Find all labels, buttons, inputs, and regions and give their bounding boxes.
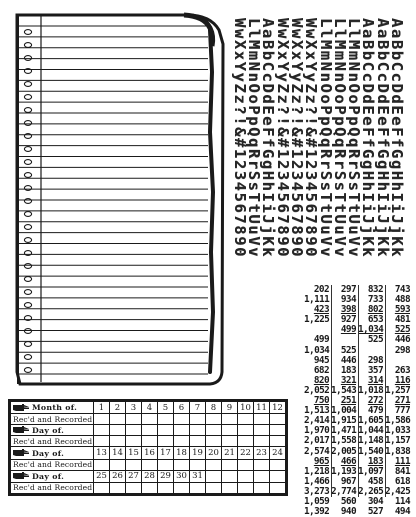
grid-label-text: Day of. xyxy=(32,471,65,481)
ledger-cell: 271 xyxy=(394,395,410,407)
ledger-column-rule xyxy=(358,285,359,497)
alphabet-row: LlMmNnOoPpQqRrSsTtUuVv xyxy=(316,18,335,259)
ledger-cell: 423 xyxy=(313,304,329,316)
alphabet-row: WwXxYyZz?!&#1234567890 xyxy=(287,18,306,259)
recorded-label: Rec'd and Recorded. xyxy=(11,482,94,493)
punch-hole xyxy=(24,43,31,48)
grid-label-cell xyxy=(11,425,94,436)
grid-number-cell: 27 xyxy=(126,470,142,482)
grid-label-cell xyxy=(11,447,94,459)
alphabet-block xyxy=(232,12,408,274)
grid-empty-cell xyxy=(110,414,126,425)
ledger-cell: 1,044 xyxy=(358,425,384,437)
ledger-cell: 298 xyxy=(394,344,410,356)
punch-hole xyxy=(24,225,31,230)
grid-number-cell xyxy=(254,470,270,482)
grid-number-cell: 10 xyxy=(238,402,254,414)
alphabet-row: LlMmNnOoPpQqRrSsTtUuVv xyxy=(345,18,364,259)
ledger-cell: 1,513 xyxy=(304,405,330,417)
alphabet-row: LlMmNnOoPpQqRrSsTtUuVv xyxy=(330,18,349,259)
grid-empty-cell xyxy=(270,436,286,447)
ledger-cell: 1,466 xyxy=(304,475,330,487)
grid-recorded-row xyxy=(11,414,286,425)
grid-empty-cell xyxy=(174,436,190,447)
alphabet-row: AaBbCcDdEeFfGgHhIiJjKk xyxy=(259,18,278,259)
grid-empty-cell xyxy=(126,425,142,436)
alphabet-row: AaBbCcDdEeFfGgHhIiJjKk xyxy=(388,18,406,259)
grid-label-text: Month of. xyxy=(32,403,78,413)
grid-empty-cell xyxy=(206,425,222,436)
ledger-cell: 802 xyxy=(367,304,383,316)
grid-number-cell: 24 xyxy=(270,447,286,459)
grid-number-cell: 15 xyxy=(126,447,142,459)
grid-number-cell: 7 xyxy=(190,402,206,414)
grid-empty-cell xyxy=(222,459,238,470)
grid-empty-cell xyxy=(126,482,142,493)
ledger-cell: 2,005 xyxy=(331,445,357,457)
grid-empty-cell xyxy=(238,414,254,425)
grid-empty-cell xyxy=(158,459,174,470)
ledger-cell: 940 xyxy=(340,506,356,517)
ledger-cell: 499 xyxy=(313,334,329,346)
grid-empty-cell xyxy=(94,414,110,425)
lined-notebook-page xyxy=(14,12,226,387)
ledger-cell: 841 xyxy=(394,465,410,477)
ledger-cell: 481 xyxy=(394,314,410,326)
alphabet-row: WwXxYyZz?!&#1234567890 xyxy=(302,18,321,259)
ledger-cell: 251 xyxy=(340,395,356,407)
grid-number-row xyxy=(11,470,286,482)
grid-empty-cell xyxy=(110,459,126,470)
grid-number-cell: 5 xyxy=(158,402,174,414)
grid-empty-cell xyxy=(110,425,126,436)
grid-number-cell: 31 xyxy=(190,470,206,482)
punch-hole xyxy=(24,95,31,100)
grid-empty-cell xyxy=(222,482,238,493)
grid-number-cell: 28 xyxy=(142,470,158,482)
ledger-cell: 1,392 xyxy=(304,506,330,517)
ledger-cell: 2,574 xyxy=(304,445,330,457)
ledger-cell: 820 xyxy=(313,374,329,386)
grid-empty-cell xyxy=(94,425,110,436)
grid-number-cell: 29 xyxy=(158,470,174,482)
grid-label xyxy=(13,426,93,435)
grid-empty-cell xyxy=(254,436,270,447)
ledger-cell: 593 xyxy=(394,304,410,316)
grid-empty-cell xyxy=(190,425,206,436)
punch-hole xyxy=(24,264,31,269)
notebook-page-graphic xyxy=(14,12,226,387)
ledger-cell: 488 xyxy=(394,294,410,306)
punch-hole xyxy=(24,56,31,61)
pointing-hand-icon xyxy=(13,404,30,412)
ledger-cell: 967 xyxy=(340,475,356,487)
grid-empty-cell xyxy=(174,459,190,470)
ledger-cell: 750 xyxy=(313,395,329,407)
grid-empty-cell xyxy=(126,436,142,447)
grid-empty-cell xyxy=(158,414,174,425)
grid-empty-cell xyxy=(94,436,110,447)
ledger-cell: 777 xyxy=(394,405,410,417)
punch-hole xyxy=(24,277,31,282)
grid-empty-cell xyxy=(190,482,206,493)
record-grid xyxy=(8,399,288,496)
ledger-cell: 1,033 xyxy=(385,425,411,437)
ledger-cell: 321 xyxy=(340,374,356,386)
grid-empty-cell xyxy=(222,436,238,447)
grid-number-row xyxy=(11,402,286,414)
grid-label xyxy=(13,403,93,412)
grid-label-text: Day of. xyxy=(32,448,65,458)
ledger-cell: 525 xyxy=(367,334,383,346)
grid-number-cell: 30 xyxy=(174,470,190,482)
pointing-hand-icon xyxy=(13,426,30,434)
grid-empty-cell xyxy=(254,459,270,470)
ledger-cell: 682 xyxy=(313,364,329,376)
ledger-cell: 525 xyxy=(340,344,356,356)
grid-empty-cell xyxy=(158,425,174,436)
grid-empty-cell xyxy=(174,414,190,425)
ledger-cell: 314 xyxy=(367,374,383,386)
ledger-cell: 1,543 xyxy=(331,384,357,396)
grid-label xyxy=(13,449,93,458)
ledger-cell: 2,774 xyxy=(331,485,357,497)
ledger-cell: 446 xyxy=(394,334,410,346)
ledger-cell: 1,059 xyxy=(304,495,330,507)
ledger-cell: 743 xyxy=(394,284,410,295)
grid-empty-cell xyxy=(190,414,206,425)
grid-empty-cell xyxy=(254,425,270,436)
ledger-cell: 733 xyxy=(367,294,383,306)
grid-empty-cell xyxy=(254,482,270,493)
grid-empty-cell xyxy=(158,482,174,493)
grid-empty-cell xyxy=(110,482,126,493)
ledger-cell: 1,148 xyxy=(358,435,384,447)
alphabet-row: WwXxYyZz?!&#1234567890 xyxy=(273,18,292,259)
grid-empty-cell xyxy=(190,436,206,447)
grid-empty-cell xyxy=(142,436,158,447)
punch-hole xyxy=(24,290,31,295)
number-ledger xyxy=(304,284,412,517)
grid-empty-cell xyxy=(206,482,222,493)
ledger-cell: 618 xyxy=(394,475,410,487)
record-table xyxy=(10,401,286,494)
ledger-cell: 297 xyxy=(340,284,356,295)
grid-number-cell: 26 xyxy=(110,470,126,482)
grid-empty-cell xyxy=(270,414,286,425)
ledger-cell: 116 xyxy=(394,374,410,386)
ledger-cell: 1,004 xyxy=(331,405,357,417)
grid-number-cell: 13 xyxy=(94,447,110,459)
punch-hole xyxy=(24,329,31,334)
ledger-cell: 398 xyxy=(340,304,356,316)
grid-recorded-row xyxy=(11,482,286,493)
recorded-label: Rec'd and Recorded. xyxy=(11,436,94,447)
ledger-cell: 2,017 xyxy=(304,435,330,447)
ledger-cell: 832 xyxy=(367,284,383,295)
ledger-cell: 2,052 xyxy=(304,384,330,396)
ledger-cell: 357 xyxy=(367,364,383,376)
pointing-hand-icon xyxy=(13,449,30,457)
punch-hole xyxy=(24,212,31,217)
ledger-cell: 2,265 xyxy=(358,485,384,497)
grid-empty-cell xyxy=(238,436,254,447)
ledger-cell: 525 xyxy=(394,324,410,336)
ledger-cell: 499 xyxy=(340,324,356,336)
grid-number-cell: 20 xyxy=(206,447,222,459)
grid-empty-cell xyxy=(142,425,158,436)
grid-number-cell: 25 xyxy=(94,470,110,482)
grid-empty-cell xyxy=(174,425,190,436)
grid-number-cell xyxy=(222,470,238,482)
ledger-cell: 560 xyxy=(340,495,356,507)
ledger-cell: 1,257 xyxy=(385,384,411,396)
grid-number-cell: 14 xyxy=(110,447,126,459)
alphabet-row: WwXxYyZz?!&#1234567890 xyxy=(230,18,249,259)
ledger-cell: 298 xyxy=(367,354,383,366)
grid-number-cell: 4 xyxy=(142,402,158,414)
ledger-cell: 466 xyxy=(340,455,356,467)
grid-label-text: Day of. xyxy=(32,425,65,435)
ledger-cell: 927 xyxy=(340,314,356,326)
grid-empty-cell xyxy=(142,482,158,493)
ledger-cell: 1,018 xyxy=(358,384,384,396)
grid-empty-cell xyxy=(238,425,254,436)
ledger-cell: 527 xyxy=(367,506,383,517)
punch-hole xyxy=(24,160,31,165)
alphabet-row: AaBbCcDdEeFfGgHhIiJjKk xyxy=(373,18,392,259)
grid-empty-cell xyxy=(142,459,158,470)
grid-label-cell xyxy=(11,470,94,482)
grid-recorded-row xyxy=(11,459,286,470)
ledger-cell: 934 xyxy=(340,294,356,306)
ledger-cell: 458 xyxy=(367,475,383,487)
ledger-cell: 1,034 xyxy=(358,324,384,336)
grid-empty-cell xyxy=(238,459,254,470)
ledger-cell: 1,471 xyxy=(331,425,357,437)
grid-number-cell xyxy=(206,470,222,482)
ledger-cell: 494 xyxy=(394,506,410,517)
grid-label xyxy=(13,472,93,481)
grid-empty-cell xyxy=(158,436,174,447)
grid-number-cell: 6 xyxy=(174,402,190,414)
page-grunge-edge xyxy=(210,30,213,372)
ledger-cell: 1,586 xyxy=(385,415,411,427)
ledger-row xyxy=(304,507,412,517)
grid-empty-cell xyxy=(222,414,238,425)
grid-recorded-row xyxy=(11,436,286,447)
grid-number-cell: 12 xyxy=(270,402,286,414)
ledger-cell: 202 xyxy=(313,284,329,295)
grid-number-cell xyxy=(270,470,286,482)
ledger-cell: 111 xyxy=(394,455,410,467)
grid-number-cell: 23 xyxy=(254,447,270,459)
grid-number-cell: 8 xyxy=(206,402,222,414)
ledger-cell: 2,425 xyxy=(385,485,411,497)
grid-empty-cell xyxy=(238,482,254,493)
ledger-cell: 1,225 xyxy=(304,314,330,326)
grid-empty-cell xyxy=(142,414,158,425)
ledger-cell: 1,915 xyxy=(331,415,357,427)
grid-number-cell: 19 xyxy=(190,447,206,459)
punch-hole xyxy=(24,186,31,191)
grid-number-cell: 17 xyxy=(158,447,174,459)
ledger-cell: 1,193 xyxy=(331,465,357,477)
ledger-cell: 183 xyxy=(340,364,356,376)
page-outline xyxy=(17,15,223,384)
ledger-cell: 1,034 xyxy=(304,344,330,356)
grid-number-cell xyxy=(238,470,254,482)
grid-number-cell: 18 xyxy=(174,447,190,459)
punch-hole xyxy=(24,147,31,152)
pointing-hand-icon xyxy=(13,472,30,480)
ledger-cell: 479 xyxy=(367,405,383,417)
ledger-cell: 3,273 xyxy=(304,485,330,497)
ledger-cell: 183 xyxy=(367,455,383,467)
ledger-cell: 653 xyxy=(367,314,383,326)
grid-empty-cell xyxy=(254,414,270,425)
grid-number-row xyxy=(11,447,286,459)
grid-empty-cell xyxy=(126,414,142,425)
grid-empty-cell xyxy=(270,425,286,436)
grid-empty-cell xyxy=(270,482,286,493)
ledger-cell: 114 xyxy=(394,495,410,507)
punch-hole xyxy=(24,30,31,35)
ledger-cell: 1,157 xyxy=(385,435,411,447)
grid-number-cell: 22 xyxy=(238,447,254,459)
ledger-cell: 1,605 xyxy=(358,415,384,427)
ledger-cell: 263 xyxy=(394,364,410,376)
grid-empty-cell xyxy=(174,482,190,493)
punch-hole xyxy=(24,342,31,347)
grid-empty-cell xyxy=(126,459,142,470)
grid-empty-cell xyxy=(94,482,110,493)
ledger-cell: 1,218 xyxy=(304,465,330,477)
punch-hole xyxy=(24,199,31,204)
punch-hole xyxy=(24,368,31,373)
grid-empty-cell xyxy=(190,459,206,470)
ledger-cell: 1,540 xyxy=(358,445,384,457)
ledger-cell: 965 xyxy=(313,455,329,467)
grid-empty-cell xyxy=(110,436,126,447)
grid-empty-cell xyxy=(94,459,110,470)
punch-hole xyxy=(24,238,31,243)
ledger-cell: 2,414 xyxy=(304,415,330,427)
ledger-cell: 304 xyxy=(367,495,383,507)
recorded-label: Rec'd and Recorded. xyxy=(11,414,94,425)
ledger-cell: 1,838 xyxy=(385,445,411,457)
ledger-cell: 1,111 xyxy=(304,294,330,306)
ledger-cell: 446 xyxy=(340,354,356,366)
recorded-label: Rec'd and Recorded. xyxy=(11,459,94,470)
ledger-column-rule xyxy=(385,285,386,497)
ledger-cell: 1,970 xyxy=(304,425,330,437)
ledger-cell: 945 xyxy=(313,354,329,366)
grid-label-cell xyxy=(11,402,94,414)
alphabet-row: LlMmNnOoPpQqRrSsTtUuVv xyxy=(245,18,264,259)
grid-number-cell: 3 xyxy=(126,402,142,414)
grid-number-cell: 11 xyxy=(254,402,270,414)
grid-empty-cell xyxy=(206,414,222,425)
grid-number-cell: 2 xyxy=(110,402,126,414)
grid-empty-cell xyxy=(206,436,222,447)
grid-number-cell: 9 xyxy=(222,402,238,414)
punch-hole xyxy=(24,173,31,178)
ledger-cell: 1,558 xyxy=(331,435,357,447)
punch-hole xyxy=(24,355,31,360)
alphabet-row: AaBbCcDdEeFfGgHhIiJjKk xyxy=(359,18,378,259)
ledger-cell: 1,097 xyxy=(358,465,384,477)
grid-number-cell: 1 xyxy=(94,402,110,414)
ledger-cell: 272 xyxy=(367,395,383,407)
grid-empty-cell xyxy=(222,425,238,436)
grid-empty-cell xyxy=(206,459,222,470)
punch-hole xyxy=(24,108,31,113)
punch-hole xyxy=(24,121,31,126)
punch-hole xyxy=(24,303,31,308)
punch-hole xyxy=(24,82,31,87)
grid-empty-cell xyxy=(270,459,286,470)
grid-number-cell: 21 xyxy=(222,447,238,459)
ledger-column-rule xyxy=(331,285,332,497)
grid-number-cell: 16 xyxy=(142,447,158,459)
alphabet-rotated xyxy=(232,12,408,274)
grid-number-row xyxy=(11,425,286,436)
